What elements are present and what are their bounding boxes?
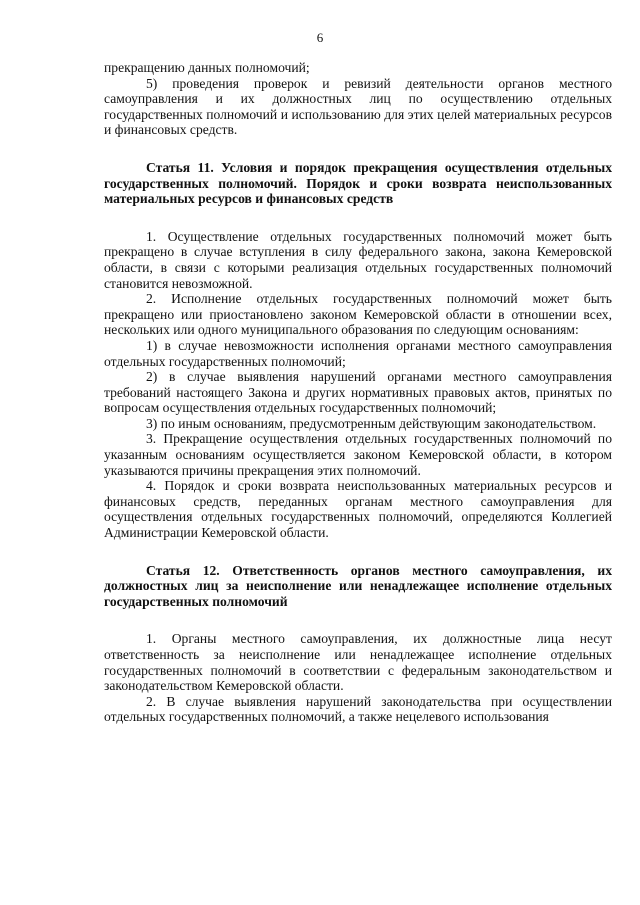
- article-11-paragraph-3: 3. Прекращение осуществления отдельных государственных полномочий по указанным основаниям осуществляется законом Кемеровской области, в котором указываются причины прекращения этих полномочий.: [104, 431, 612, 478]
- article-11-paragraph-1: 1. Осуществление отдельных государственных полномочий может быть прекращено в случае вступления в силу федерального закона, закона Кемеровской области, в связи с которыми реализация отдельных государственных полномочий становится невозможной.: [104, 228, 612, 291]
- intro-line: прекращению данных полномочий;: [104, 60, 310, 75]
- article-12-paragraph-1: 1. Органы местного самоуправления, их должностные лица несут ответственность за неисполнение или ненадлежащее исполнение отдельных государственных полномочий в соответствии с федеральным законодательством и законодательством Кемеровской области.: [104, 631, 612, 694]
- article-11-heading: Статья 11. Условия и порядок прекращения осуществления отдельных государственных полномочий. Порядок и сроки возврата неиспользованных материальных ресурсов и финансовых средств: [104, 159, 612, 207]
- document-body: [104, 60, 612, 725]
- article-12-paragraph-2: 2. В случае выявления нарушений законодательства при осуществлении отдельных государственных полномочий, а также нецелевого использования: [104, 693, 612, 725]
- article-11-paragraph-4: 4. Порядок и сроки возврата неиспользованных материальных ресурсов и финансовых средств, переданных органам местного самоуправления для осуществления отдельных государственных полномочий, определяются Коллегией Администрации Кемеровской области.: [104, 478, 612, 541]
- page-number: 6: [316, 30, 324, 45]
- article-11-paragraph-2: 2. Исполнение отдельных государственных полномочий может быть прекращено или приостановлено законом Кемеровской области в отношении всех, нескольких или одного муниципального образования по следующим основаниям:: [104, 291, 612, 338]
- article-11-subitem-2: 2) в случае выявления нарушений органами местного самоуправления требований настоящего Закона и других нормативных правовых актов, принятых по вопросам осуществления отдельных государственных полномочий;: [104, 369, 612, 416]
- article-11-subitem-1: 1) в случае невозможности исполнения органами местного самоуправления отдельных государственных полномочий;: [104, 337, 612, 369]
- spacer: [104, 207, 612, 229]
- article-12-heading: Статья 12. Ответственность органов местного самоуправления, их должностных лиц за неисполнение или ненадлежащее исполнение отдельных государственных полномочий: [104, 562, 612, 609]
- spacer: [104, 541, 612, 563]
- article-11-subitem-3: 3) по иным основаниям, предусмотренным действующим законодательством.: [146, 415, 597, 431]
- intro-item-5: 5) проведения проверок и ревизий деятельности органов местного самоуправления и их должностных лиц по осуществлению отдельных государственных полномочий и использованию для этих целей материальных ресурсов и финансовых средств.: [104, 75, 612, 138]
- spacer: [104, 609, 612, 631]
- spacer: [104, 138, 612, 160]
